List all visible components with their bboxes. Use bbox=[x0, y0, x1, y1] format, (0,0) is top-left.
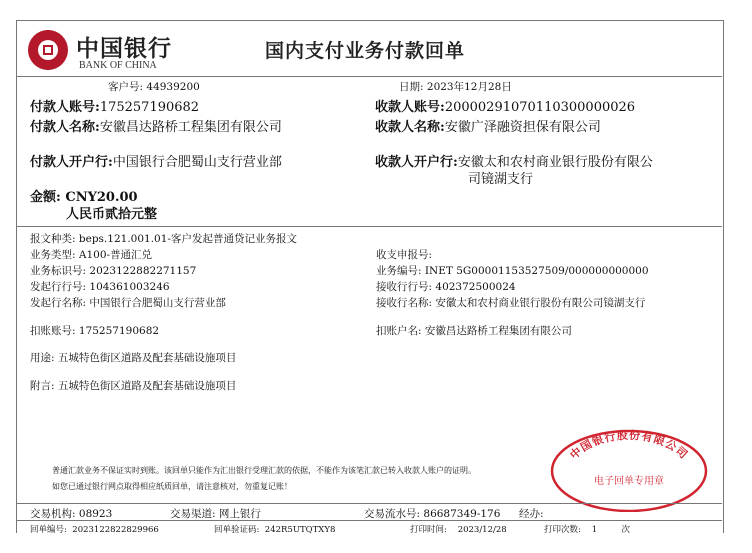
receipt-no: 回单编号: 2023122822829966 bbox=[30, 525, 159, 535]
payer-name: 付款人名称:安徽昌达路桥工程集团有限公司 bbox=[30, 120, 282, 135]
page-title: 国内支付业务付款回单 bbox=[265, 40, 466, 62]
bank-name-cn: 中国银行 bbox=[76, 35, 172, 62]
amount-in-words: 人民币贰拾元整 bbox=[66, 207, 158, 222]
bank-of-china-logo-icon bbox=[28, 30, 68, 70]
company-seal bbox=[549, 427, 709, 512]
bank-name-en: BANK OF CHINA bbox=[79, 60, 157, 71]
remark: 附言: 五城特色街区道路及配套基础设施项目 bbox=[30, 380, 237, 392]
payee-bank-line2: 司镜湖支行 bbox=[468, 172, 534, 187]
divider bbox=[16, 76, 722, 77]
verification-code: 回单验证码: 242R5UTQTXY8 bbox=[214, 525, 336, 535]
divider bbox=[16, 503, 722, 504]
business-type: 业务类型: A100-普通汇兑 bbox=[30, 249, 153, 261]
notice-line-2: 如您已通过银行网点取得相应纸质回单，请注意核对，勿重复记账！ bbox=[52, 482, 292, 491]
payee-account: 收款人账号:20000291070110300000026 bbox=[375, 100, 636, 115]
svg-text:中国银行股份有限公司: 中国银行股份有限公司 bbox=[567, 428, 691, 462]
message-type: 报文种类: beps.121.001.01-客户发起普通贷记业务报文 bbox=[30, 233, 297, 245]
transaction-serial: 交易流水号: 86687349-176 bbox=[364, 508, 501, 520]
transaction-org: 交易机构: 08923 bbox=[30, 508, 113, 520]
amount: 金额: CNY20.00 bbox=[30, 190, 138, 205]
declaration-no: 收支申报号: bbox=[376, 249, 433, 261]
handler: 经办: bbox=[519, 508, 544, 520]
debit-account-name: 扣账户名: 安徽昌达路桥工程集团有限公司 bbox=[376, 325, 572, 337]
divider bbox=[16, 226, 722, 227]
receiving-bank-name: 接收行名称: 安徽太和农村商业银行股份有限公司镜湖支行 bbox=[376, 297, 646, 309]
debit-account: 扣账账号: 175257190682 bbox=[30, 325, 160, 337]
business-no: 业务编号: INET 5G00001153527509/000000000000 bbox=[376, 265, 649, 277]
originating-bank-no: 发起行行号: 104361003246 bbox=[30, 281, 170, 293]
transaction-channel: 交易渠道: 网上银行 bbox=[170, 508, 261, 520]
print-time: 打印时间: 2023/12/28 bbox=[410, 525, 507, 535]
payee-bank: 收款人开户行:安徽太和农村商业银行股份有限公 bbox=[375, 155, 653, 170]
divider bbox=[16, 520, 722, 521]
payer-account: 付款人账号:175257190682 bbox=[30, 100, 200, 115]
payee-name: 收款人名称:安徽广泽融资担保有限公司 bbox=[375, 120, 601, 135]
receipt-date: 日期: 2023年12月28日 bbox=[399, 81, 512, 93]
originating-bank-name: 发起行名称: 中国银行合肥蜀山支行营业部 bbox=[30, 297, 226, 309]
svg-text:电子回单专用章: 电子回单专用章 bbox=[594, 476, 664, 487]
payer-bank: 付款人开户行:中国银行合肥蜀山支行营业部 bbox=[30, 155, 282, 170]
notice-line-1: 普通汇款业务不保证实时到账。该回单只能作为汇出银行受理汇款的依据，不能作为该笔汇款已转入收款人账户的证明。 bbox=[52, 466, 476, 475]
print-count: 打印次数: 1 次 bbox=[544, 525, 630, 535]
receiving-bank-no: 接收行行号: 402372500024 bbox=[376, 281, 516, 293]
business-id: 业务标识号: 2023122882271157 bbox=[30, 265, 197, 277]
purpose: 用途: 五城特色街区道路及配套基础设施项目 bbox=[30, 352, 237, 364]
customer-no: 客户号: 44939200 bbox=[108, 81, 200, 93]
